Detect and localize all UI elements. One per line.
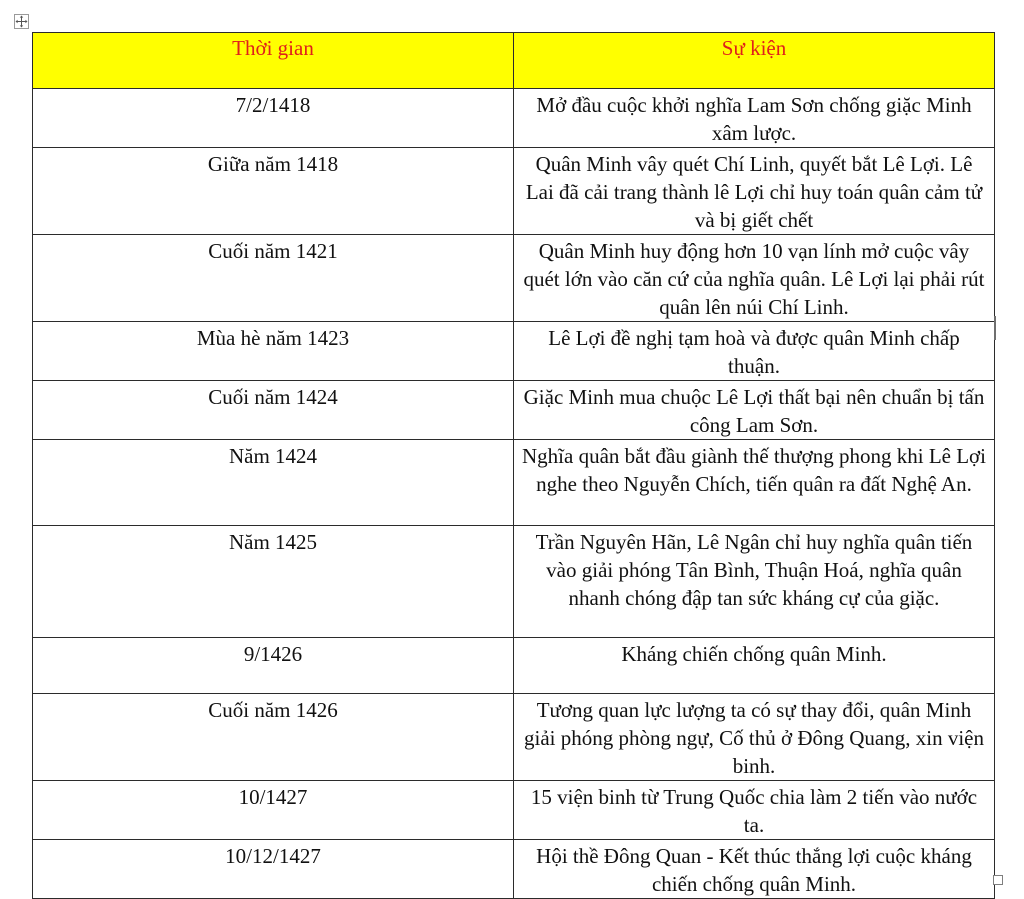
time-cell[interactable]: 10/12/1427 [33, 840, 514, 899]
time-cell[interactable]: Cuối năm 1424 [33, 381, 514, 440]
table-row [33, 89, 995, 148]
table-header-row [33, 33, 995, 89]
table-row [33, 322, 995, 381]
time-cell[interactable]: Mùa hè năm 1423 [33, 322, 514, 381]
event-cell[interactable]: Trần Nguyên Hãn, Lê Ngân chỉ huy nghĩa quân tiến vào giải phóng Tân Bình, Thuận Hoá, nghĩa quân nhanh chóng đập tan sức kháng cự của giặc. [514, 526, 995, 638]
event-cell[interactable]: Giặc Minh mua chuộc Lê Lợi thất bại nên chuẩn bị tấn công Lam Sơn. [514, 381, 995, 440]
event-cell[interactable]: 15 viện binh từ Trung Quốc chia làm 2 tiến vào nước ta. [514, 781, 995, 840]
time-cell[interactable]: Giữa năm 1418 [33, 148, 514, 235]
table-resize-handle[interactable] [993, 875, 1003, 885]
table-row [33, 638, 995, 694]
time-cell[interactable]: 7/2/1418 [33, 89, 514, 148]
events-table [32, 32, 995, 899]
table-row [33, 526, 995, 638]
header-event[interactable]: Sự kiện [514, 33, 995, 89]
event-cell[interactable]: Hội thề Đông Quan - Kết thúc thắng lợi cuộc kháng chiến chống quân Minh. [514, 840, 995, 899]
table-row [33, 381, 995, 440]
table-row [33, 781, 995, 840]
table-row [33, 235, 995, 322]
time-cell[interactable]: Cuối năm 1421 [33, 235, 514, 322]
table-row [33, 840, 995, 899]
table-move-handle-icon[interactable] [14, 14, 29, 29]
table-row [33, 440, 995, 526]
time-cell[interactable]: Năm 1424 [33, 440, 514, 526]
time-cell[interactable]: Năm 1425 [33, 526, 514, 638]
event-cell[interactable]: Quân Minh vây quét Chí Linh, quyết bắt Lê Lợi. Lê Lai đã cải trang thành lê Lợi chỉ huy toán quân cảm tử và bị giết chết [514, 148, 995, 235]
time-cell[interactable]: 9/1426 [33, 638, 514, 694]
event-cell[interactable]: Quân Minh huy động hơn 10 vạn lính mở cuộc vây quét lớn vào căn cứ của nghĩa quân. Lê Lợi lại phải rút quân lên núi Chí Linh. [514, 235, 995, 322]
event-cell[interactable]: Nghĩa quân bắt đầu giành thế thượng phong khi Lê Lợi nghe theo Nguyễn Chích, tiến quân ra đất Nghệ An. [514, 440, 995, 526]
table-row [33, 148, 995, 235]
event-cell[interactable]: Kháng chiến chống quân Minh. [514, 638, 995, 694]
move-arrows-icon [15, 15, 28, 28]
time-cell[interactable]: Cuối năm 1426 [33, 694, 514, 781]
table-row [33, 694, 995, 781]
header-time[interactable]: Thời gian [33, 33, 514, 89]
event-cell[interactable]: Mở đầu cuộc khởi nghĩa Lam Sơn chống giặc Minh xâm lược. [514, 89, 995, 148]
time-cell[interactable]: 10/1427 [33, 781, 514, 840]
text-cursor [994, 316, 996, 340]
event-cell[interactable]: Lê Lợi đề nghị tạm hoà và được quân Minh chấp thuận. [514, 322, 995, 381]
event-cell[interactable]: Tương quan lực lượng ta có sự thay đổi, quân Minh giải phóng phòng ngự, Cố thủ ở Đông Quang, xin viện binh. [514, 694, 995, 781]
